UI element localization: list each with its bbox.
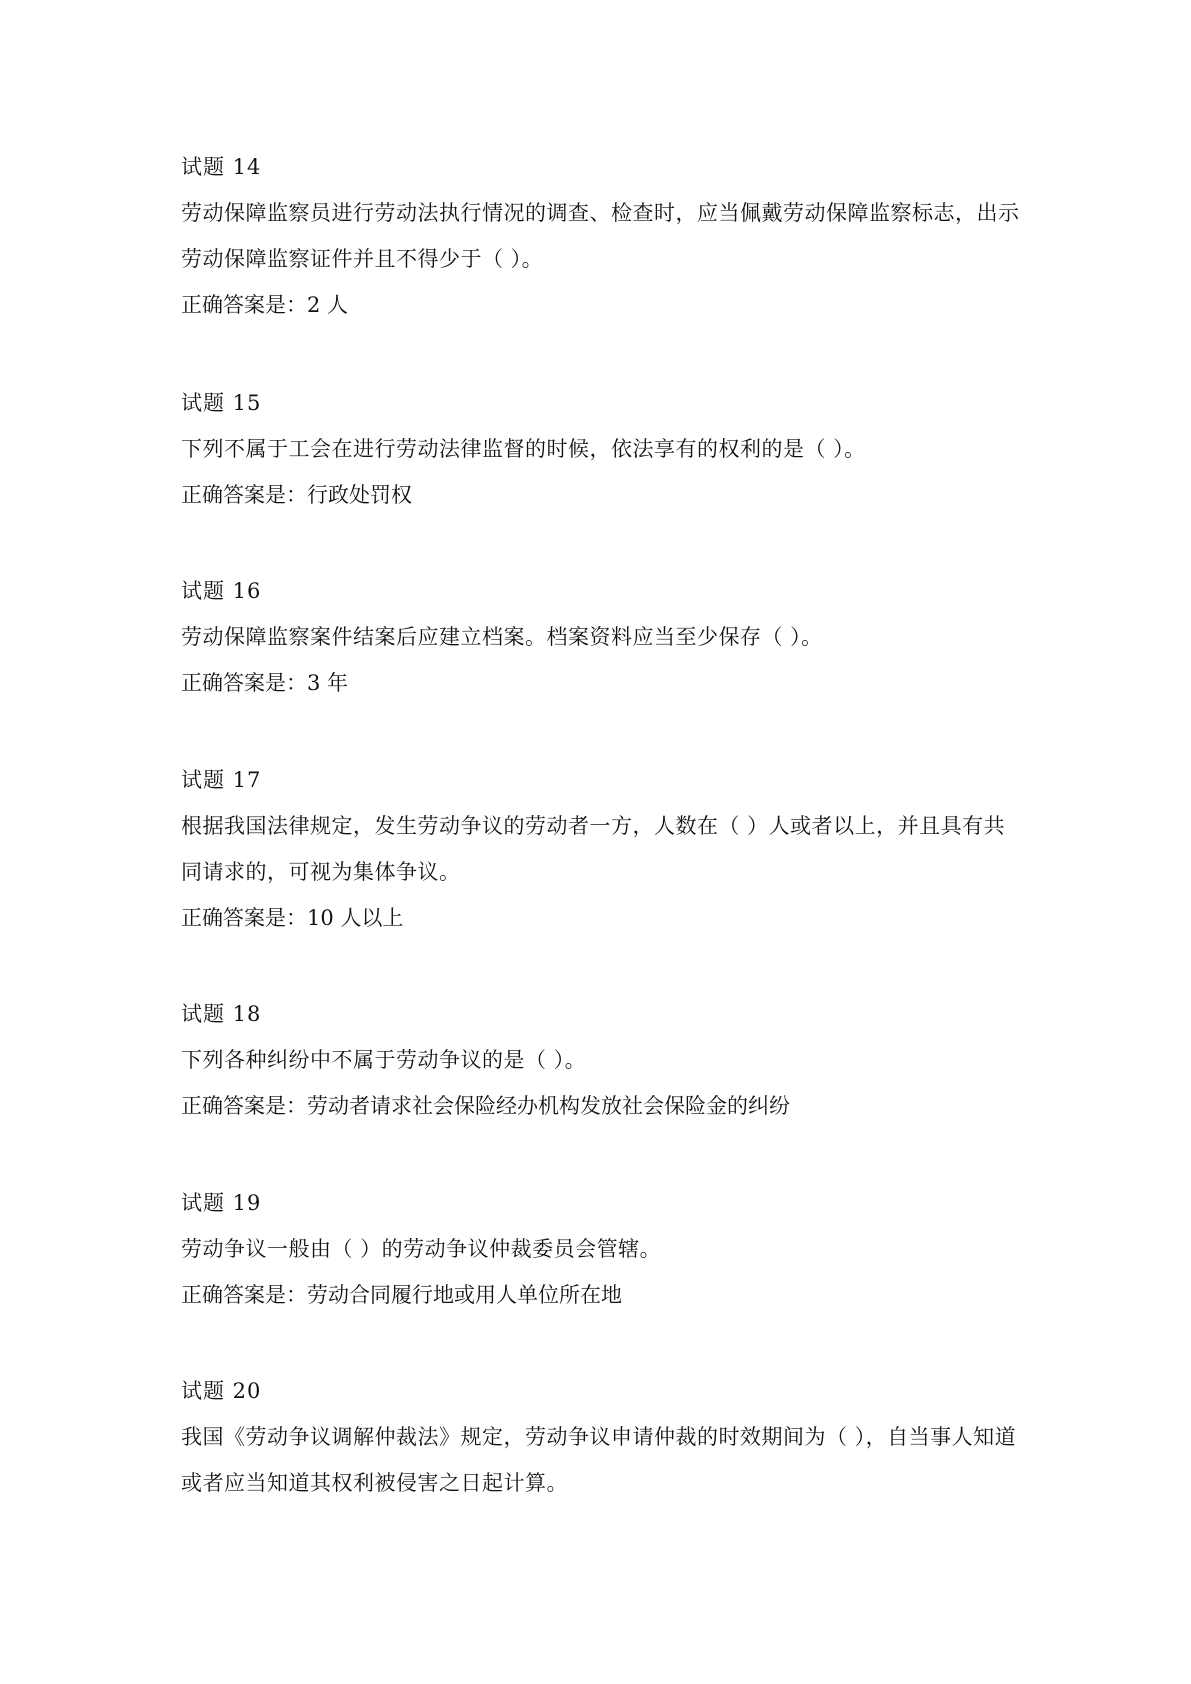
question-title: 试题 15 (181, 391, 262, 415)
question-15 (181, 380, 1021, 518)
question-answer: 正确答案是：劳动合同履行地或用人单位所在地 (181, 1283, 622, 1307)
question-answer: 正确答案是：行政处罚权 (181, 483, 412, 507)
question-title: 试题 14 (181, 155, 262, 179)
question-text: 劳动保障监察员进行劳动法执行情况的调查、检查时，应当佩戴劳动保障监察标志，出示劳动保障监察证件并且不得少于（ ）。 (181, 201, 1020, 271)
question-16 (181, 568, 1021, 706)
question-answer: 正确答案是：3 年 (181, 671, 349, 695)
question-text: 我国《劳动争议调解仲裁法》规定，劳动争议申请仲裁的时效期间为（ ），自当事人知道或者应当知道其权利被侵害之日起计算。 (181, 1425, 1017, 1495)
question-title: 试题 19 (181, 1191, 262, 1215)
question-answer: 正确答案是：10 人以上 (181, 906, 404, 930)
question-title: 试题 18 (181, 1002, 262, 1026)
question-19 (181, 1180, 1021, 1318)
question-text: 劳动争议一般由（ ）的劳动争议仲裁委员会管辖。 (181, 1237, 662, 1261)
question-text: 根据我国法律规定，发生劳动争议的劳动者一方，人数在（ ）人或者以上，并且具有共同请求的，可视为集体争议。 (181, 814, 1006, 884)
question-text: 下列各种纠纷中不属于劳动争议的是（ ）。 (181, 1048, 587, 1072)
question-17 (181, 757, 1021, 941)
question-text: 劳动保障监察案件结案后应建立档案。档案资料应当至少保存（ ）。 (181, 625, 823, 649)
question-title: 试题 17 (181, 768, 262, 792)
question-answer: 正确答案是：劳动者请求社会保险经办机构发放社会保险金的纠纷 (181, 1094, 790, 1118)
question-text: 下列不属于工会在进行劳动法律监督的时候，依法享有的权利的是（ ）。 (181, 437, 866, 461)
question-title: 试题 20 (181, 1379, 262, 1403)
question-14 (181, 144, 1021, 328)
question-18 (181, 991, 1021, 1129)
question-title: 试题 16 (181, 579, 262, 603)
question-answer: 正确答案是：2 人 (181, 293, 349, 317)
question-20 (181, 1368, 1021, 1506)
